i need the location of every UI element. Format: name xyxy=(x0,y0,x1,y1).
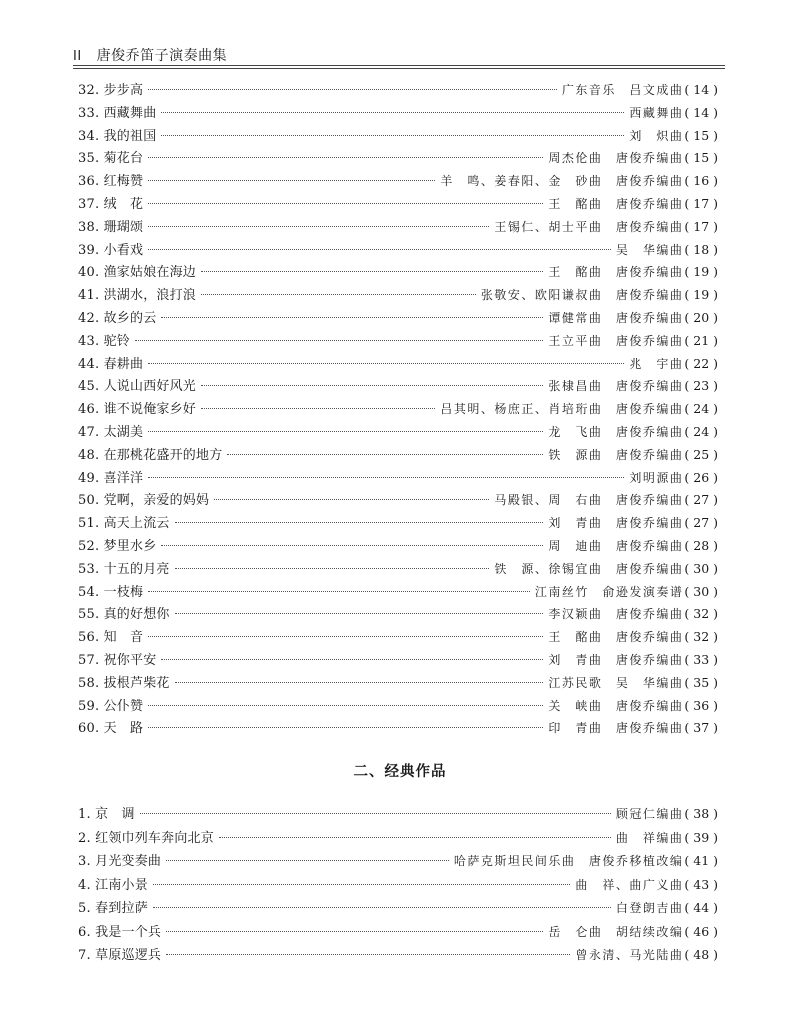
toc-entry-page: ( 46 ) xyxy=(684,923,718,939)
toc-entry[interactable] xyxy=(78,170,718,193)
toc-entry-credit: 曲 祥、曲广义曲 xyxy=(575,877,684,892)
dot-leader xyxy=(148,157,543,158)
toc-entry-title: 7. 草原巡逻兵 xyxy=(78,948,162,963)
toc-entry-page: ( 48 ) xyxy=(684,947,718,962)
toc-entry-credit: 曲 祥编曲 xyxy=(615,830,684,845)
toc-entry[interactable] xyxy=(78,216,718,239)
toc-entry[interactable] xyxy=(78,307,718,330)
toc-entry-page: ( 27 ) xyxy=(684,515,718,531)
toc-entry-page: ( 24 ) xyxy=(684,423,718,439)
toc-entry[interactable] xyxy=(78,695,718,718)
dot-leader xyxy=(201,385,543,386)
section-heading: 二、经典作品 xyxy=(353,764,447,780)
toc-entry-credit: 关 峡曲 唐俊乔编曲 xyxy=(548,698,684,713)
dot-leader xyxy=(153,884,570,885)
toc-entry-page: ( 43 ) xyxy=(684,876,718,892)
toc-entry-credit: 张敬安、欧阳谦叔曲 唐俊乔编曲 xyxy=(480,288,684,303)
dot-leader xyxy=(161,659,543,660)
toc-entry-page: ( 41 ) xyxy=(684,853,718,868)
toc-entry-page: ( 21 ) xyxy=(684,332,718,348)
toc-entry-title: 60. 天 路 xyxy=(78,721,144,737)
toc-entry-page: ( 15 ) xyxy=(684,150,718,166)
toc-entry[interactable] xyxy=(78,102,718,125)
toc-entry-credit: 顾冠仁编曲 xyxy=(615,807,684,821)
toc-entry-page: ( 30 ) xyxy=(684,560,718,576)
toc-entry-page: ( 32 ) xyxy=(684,629,718,645)
toc-entry-credit: 王 酩曲 唐俊乔编曲 xyxy=(548,630,684,645)
toc-entry-title: 5. 春到拉萨 xyxy=(78,901,148,916)
toc-entry[interactable] xyxy=(78,649,718,672)
toc-entry-title: 47. 太湖美 xyxy=(78,424,144,440)
toc-entry[interactable] xyxy=(78,421,718,444)
toc-entry-title: 40. 渔家姑娘在海边 xyxy=(78,265,197,281)
toc-entry-page: ( 15 ) xyxy=(684,127,718,143)
toc-entry-title: 6. 我是一个兵 xyxy=(78,924,162,940)
toc-entry-page: ( 38 ) xyxy=(684,806,718,821)
toc-entry-title: 53. 十五的月亮 xyxy=(78,561,170,577)
toc-entry-credit: 李汉颖曲 唐俊乔编曲 xyxy=(548,607,684,622)
toc-entry-title: 59. 公仆赞 xyxy=(78,698,144,714)
toc-entry-page: ( 19 ) xyxy=(684,264,718,280)
toc-entry-title: 52. 梦里水乡 xyxy=(78,538,157,554)
toc-entry[interactable] xyxy=(78,284,718,307)
dot-leader xyxy=(148,705,543,706)
toc-entry-title: 57. 祝你平安 xyxy=(78,652,157,668)
toc-entry[interactable] xyxy=(78,802,718,826)
toc-entry-title: 46. 谁不说俺家乡好 xyxy=(78,402,197,418)
toc-entry[interactable] xyxy=(78,512,718,535)
toc-entry-title: 49. 喜洋洋 xyxy=(78,470,144,486)
toc-entry[interactable] xyxy=(78,444,718,467)
toc-entry-credit: 吴 华编曲 xyxy=(615,242,684,257)
toc-entry-page: ( 26 ) xyxy=(684,469,718,485)
dot-leader xyxy=(175,682,544,683)
toc-entry-credit: 江南丝竹 俞逊发演奏谱 xyxy=(534,584,684,599)
toc-entry-title: 50. 党啊，亲爱的妈妈 xyxy=(78,493,210,509)
toc-entry-page: ( 17 ) xyxy=(684,195,718,211)
toc-entry[interactable] xyxy=(78,717,718,740)
toc-entry-title: 32. 步步高 xyxy=(78,83,144,98)
toc-entry[interactable] xyxy=(78,535,718,558)
toc-entry-credit: 刘明源曲 xyxy=(629,470,684,485)
toc-entry-credit: 铁 源、徐锡宜曲 唐俊乔编曲 xyxy=(494,561,684,576)
header-rule xyxy=(73,65,725,66)
toc-entry-title: 39. 小看戏 xyxy=(78,242,144,258)
dot-leader xyxy=(175,568,490,569)
toc-entry-title: 43. 驼铃 xyxy=(78,333,131,349)
toc-entry[interactable] xyxy=(78,896,718,920)
toc-entry-credit: 吕其明、杨庶正、肖培珩曲 唐俊乔编曲 xyxy=(440,402,684,417)
toc-entry-page: ( 20 ) xyxy=(684,309,718,325)
dot-leader xyxy=(175,613,544,614)
dot-leader xyxy=(148,226,489,227)
dot-leader xyxy=(148,636,543,637)
toc-entry[interactable] xyxy=(78,353,718,376)
toc-entry-credit: 广东音乐 吕文成曲 xyxy=(561,83,684,97)
toc-entry-page: ( 17 ) xyxy=(684,218,718,234)
dot-leader xyxy=(166,954,570,955)
toc-entry-credit: 岳 仑曲 胡结续改编 xyxy=(548,924,684,939)
toc-entry-title: 48. 在那桃花盛开的地方 xyxy=(78,447,223,463)
toc-entry-page: ( 19 ) xyxy=(684,287,718,303)
toc-entry-page: ( 44 ) xyxy=(684,900,718,915)
toc-entry[interactable] xyxy=(78,826,718,850)
toc-entry-title: 55. 真的好想你 xyxy=(78,607,170,623)
toc-entry[interactable] xyxy=(78,239,718,262)
toc-entry-credit: 刘 炽曲 xyxy=(629,128,684,143)
toc-entry[interactable] xyxy=(78,125,718,148)
toc-entry[interactable] xyxy=(78,147,718,170)
toc-entry-title: 41. 洪湖水，浪打浪 xyxy=(78,288,197,304)
toc-entry[interactable] xyxy=(78,467,718,490)
toc-entry-credit: 王 酩曲 唐俊乔编曲 xyxy=(548,265,684,280)
toc-entry-title: 37. 绒 花 xyxy=(78,196,144,212)
toc-entry-title: 42. 故乡的云 xyxy=(78,310,157,326)
toc-entry-credit: 周杰伦曲 唐俊乔编曲 xyxy=(548,151,684,166)
dot-leader xyxy=(161,135,624,136)
dot-leader xyxy=(201,408,435,409)
toc-entry-page: ( 30 ) xyxy=(684,583,718,599)
toc-entry-page: ( 14 ) xyxy=(684,104,718,120)
toc-entry-page: ( 24 ) xyxy=(684,401,718,417)
toc-entry[interactable] xyxy=(78,626,718,649)
dot-leader xyxy=(148,727,543,728)
dot-leader xyxy=(161,112,624,113)
toc-entry-title: 36. 红梅赞 xyxy=(78,174,144,190)
dot-leader xyxy=(148,477,624,478)
dot-leader xyxy=(161,545,543,546)
toc-entry[interactable] xyxy=(78,603,718,626)
toc-entry-page: ( 14 ) xyxy=(684,82,718,97)
toc-entry-credit: 谭健常曲 唐俊乔编曲 xyxy=(548,310,684,325)
toc-entry-credit: 曾永清、马光陆曲 xyxy=(575,948,684,962)
toc-entry[interactable] xyxy=(78,193,718,216)
dot-leader xyxy=(135,340,543,341)
running-head xyxy=(73,45,227,65)
toc-entry-credit: 龙 飞曲 唐俊乔编曲 xyxy=(548,424,684,439)
toc-entry-page: ( 37 ) xyxy=(684,720,718,736)
toc-entry[interactable] xyxy=(78,398,718,421)
toc-entry[interactable] xyxy=(78,79,718,102)
dot-leader xyxy=(148,180,435,181)
toc-entry-title: 51. 高天上流云 xyxy=(78,516,170,532)
dot-leader xyxy=(148,591,530,592)
toc-entry-page: ( 36 ) xyxy=(684,697,718,713)
toc-entry-title: 58. 拔根芦柴花 xyxy=(78,675,170,691)
toc-entry[interactable] xyxy=(78,261,718,284)
toc-entry-page: ( 22 ) xyxy=(684,355,718,371)
toc-entry-page: ( 25 ) xyxy=(684,446,718,462)
dot-leader xyxy=(214,499,489,500)
toc-entry-page: ( 28 ) xyxy=(684,537,718,553)
toc-entry-page: ( 23 ) xyxy=(684,378,718,394)
toc-entry-page: ( 33 ) xyxy=(684,651,718,667)
dot-leader xyxy=(153,907,611,908)
toc-entry-title: 56. 知 音 xyxy=(78,630,144,646)
toc-entry[interactable] xyxy=(78,849,718,873)
dot-leader xyxy=(161,317,543,318)
toc-entry-page: ( 16 ) xyxy=(684,173,718,189)
page-folio: II xyxy=(73,49,82,64)
dot-leader xyxy=(148,363,624,364)
dot-leader xyxy=(148,431,543,432)
toc-entry-page: ( 18 ) xyxy=(684,241,718,257)
dot-leader xyxy=(148,203,543,204)
toc-entry-credit: 刘 青曲 唐俊乔编曲 xyxy=(548,652,684,667)
toc-entry-credit: 王 酩曲 唐俊乔编曲 xyxy=(548,196,684,211)
toc-entry-title: 2. 红领巾列车奔向北京 xyxy=(78,830,214,846)
toc-entry-credit: 兆 宇曲 xyxy=(629,356,684,371)
dot-leader xyxy=(201,271,543,272)
toc-entry-credit: 刘 青曲 唐俊乔编曲 xyxy=(548,516,684,531)
toc-entry-credit: 马殿银、周 右曲 唐俊乔编曲 xyxy=(494,493,684,508)
book-title: 唐俊乔笛子演奏曲集 xyxy=(96,48,228,64)
dot-leader xyxy=(227,454,543,455)
toc-entry-title: 4. 江南小景 xyxy=(78,877,148,893)
dot-leader xyxy=(219,837,611,838)
toc-entry[interactable] xyxy=(78,581,718,604)
dot-leader xyxy=(166,931,543,932)
toc-entry-title: 35. 菊花台 xyxy=(78,151,144,167)
toc-entry-title: 54. 一枝梅 xyxy=(78,584,144,600)
dot-leader xyxy=(175,522,544,523)
toc-entry-credit: 张棣昌曲 唐俊乔编曲 xyxy=(548,379,684,394)
dot-leader xyxy=(201,294,476,295)
header-rule xyxy=(73,68,725,69)
dot-leader xyxy=(140,813,611,814)
dot-leader xyxy=(166,860,449,861)
toc-entry[interactable] xyxy=(78,330,718,353)
toc-entry-title: 1. 京 调 xyxy=(78,807,135,822)
toc-entry-credit: 印 青曲 唐俊乔编曲 xyxy=(548,721,684,736)
toc-entry-page: ( 27 ) xyxy=(684,492,718,508)
toc-entry[interactable] xyxy=(78,920,718,944)
toc-entry-title: 33. 西藏舞曲 xyxy=(78,105,157,121)
toc-entry-title: 44. 春耕曲 xyxy=(78,356,144,372)
toc-entry[interactable] xyxy=(78,558,718,581)
toc-entry-title: 45. 人说山西好风光 xyxy=(78,379,197,395)
toc-entry-page: ( 32 ) xyxy=(684,606,718,622)
dot-leader xyxy=(148,89,557,90)
toc-entry-credit: 江苏民歌 吴 华编曲 xyxy=(548,675,684,690)
toc-entry[interactable] xyxy=(78,672,718,695)
toc-entry-credit: 西藏舞曲 xyxy=(629,105,684,120)
toc-entry-credit: 哈萨克斯坦民间乐曲 唐俊乔移植改编 xyxy=(453,854,684,868)
toc-entry[interactable] xyxy=(78,873,718,897)
toc-entry[interactable] xyxy=(78,943,718,967)
toc-entry-credit: 周 迪曲 唐俊乔编曲 xyxy=(548,538,684,553)
toc-entry-credit: 羊 鸣、姜春阳、金 砂曲 唐俊乔编曲 xyxy=(440,174,684,189)
toc-entry-title: 3. 月光变奏曲 xyxy=(78,854,162,869)
toc-entry[interactable] xyxy=(78,489,718,512)
toc-entry-credit: 白登朗吉曲 xyxy=(615,901,684,915)
toc-entry-page: ( 35 ) xyxy=(684,674,718,690)
toc-entry-credit: 王立平曲 唐俊乔编曲 xyxy=(548,333,684,348)
toc-list-part2 xyxy=(78,802,718,967)
toc-entry-page: ( 39 ) xyxy=(684,829,718,845)
toc-entry-title: 34. 我的祖国 xyxy=(78,128,157,144)
toc-entry-credit: 王锡仁、胡士平曲 唐俊乔编曲 xyxy=(494,219,684,234)
dot-leader xyxy=(148,249,611,250)
toc-entry-credit: 铁 源曲 唐俊乔编曲 xyxy=(548,447,684,462)
toc-entry-title: 38. 珊瑚颂 xyxy=(78,219,144,235)
toc-entry[interactable] xyxy=(78,375,718,398)
toc-list-part1 xyxy=(78,79,718,740)
